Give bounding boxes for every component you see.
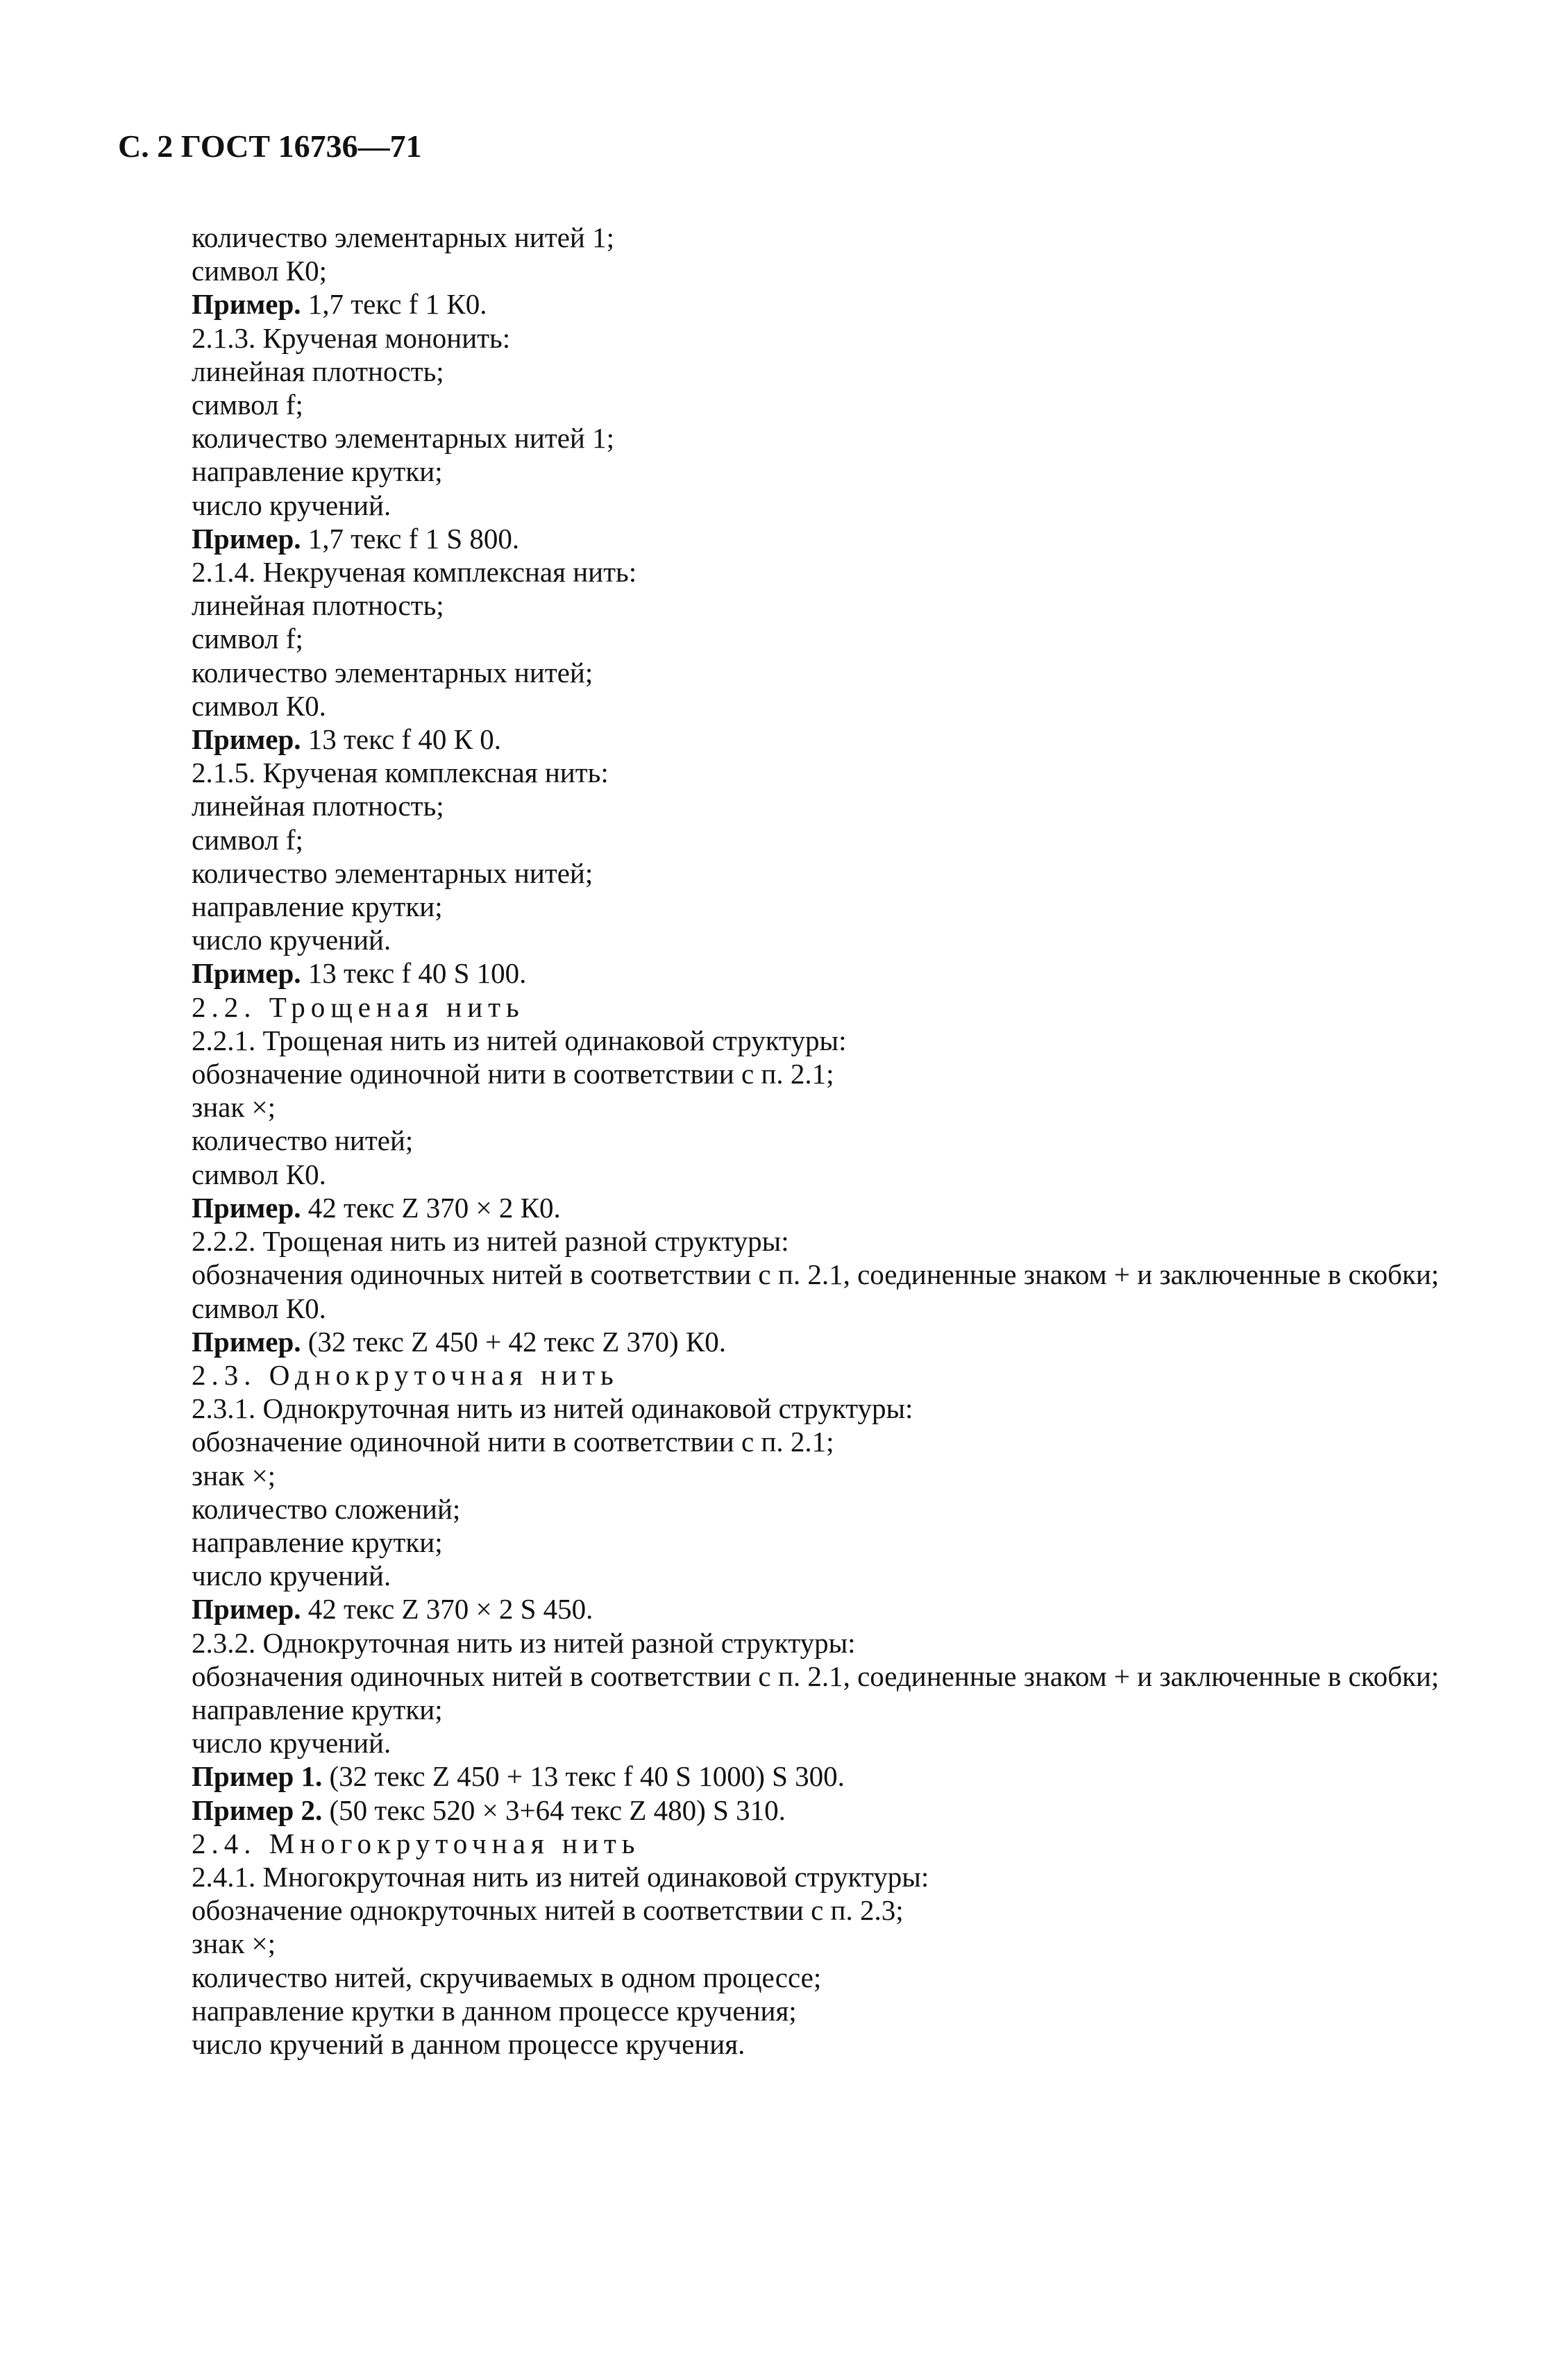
line-text: символ К0.	[192, 1158, 326, 1190]
line-text: 42 текс Z 370 × 2 К0.	[301, 1191, 561, 1224]
text-line	[118, 321, 1499, 355]
line-text: 13 текс f 40 К 0.	[301, 723, 501, 756]
line-text: количество элементарных нитей 1;	[192, 422, 615, 455]
line-text: (32 текс Z 450 + 13 текс f 40 S 1000) S 300.	[322, 1760, 845, 1793]
text-line	[118, 455, 1499, 488]
text-line	[118, 656, 1499, 689]
example-line	[118, 723, 1499, 756]
example-line	[118, 956, 1499, 990]
line-text: 13 текс f 40 S 100.	[301, 957, 527, 990]
line-text: знак ×;	[192, 1459, 276, 1492]
line-text: 1,7 текс f 1 S 800.	[301, 522, 520, 555]
text-line	[118, 1927, 1499, 1960]
text-line	[118, 1994, 1499, 2027]
line-text: знак ×;	[192, 1091, 276, 1124]
example-line	[118, 1191, 1499, 1224]
line-text: линейная плотность;	[192, 589, 444, 622]
example-line	[118, 1325, 1499, 1358]
line-text: обозначение однокруточных нитей в соответствии с п. 2.3;	[192, 1894, 904, 1927]
section-heading	[118, 1827, 1499, 1860]
line-text: 2.4.1. Многокруточная нить из нитей одинаковой структуры:	[192, 1860, 929, 1893]
section-heading	[118, 1358, 1499, 1392]
line-text: 2.2. Трощеная нить	[192, 990, 525, 1023]
line-text: 2.1.5. Крученая комплексная нить:	[192, 757, 609, 789]
line-text: количество нитей, скручиваемых в одном процессе;	[192, 1961, 822, 1993]
line-text: обозначения одиночных нитей в соответствии с п. 2.1, соединенные знаком + и заключенные в скобки;	[192, 1660, 1440, 1692]
text-line	[118, 1392, 1499, 1425]
text-line	[118, 221, 1499, 254]
line-text: число кручений.	[192, 1727, 391, 1760]
text-line	[118, 1459, 1499, 1492]
section-heading	[118, 990, 1499, 1024]
line-text: направление крутки;	[192, 455, 443, 488]
page-header: С. 2 ГОСТ 16736—71	[118, 128, 422, 164]
line-text: обозначения одиночных нитей в соответствии с п. 2.1, соединенные знаком + и заключенные в скобки;	[192, 1258, 1440, 1291]
line-text: 2.2.1. Трощеная нить из нитей одинаковой структуры:	[192, 1024, 847, 1056]
line-text: число кручений в данном процессе кручения.	[192, 2027, 745, 2060]
line-text: 2.1.4. Некрученая комплексная нить:	[192, 556, 637, 589]
line-text: символ f;	[192, 389, 303, 421]
text-line	[118, 1224, 1499, 1258]
line-text: 2.3.1. Однокруточная нить из нитей одинаковой структуры:	[192, 1392, 913, 1425]
line-text: линейная плотность;	[192, 790, 444, 822]
line-text: 2.3. Однокруточная нить	[192, 1358, 619, 1391]
text-line	[118, 555, 1499, 589]
text-line	[118, 355, 1499, 388]
text-line	[118, 489, 1499, 522]
text-line	[118, 589, 1499, 622]
text-line	[118, 1526, 1499, 1559]
example-line	[118, 1592, 1499, 1626]
line-text: 2.1.3. Крученая мононить:	[192, 321, 511, 354]
example-label: Пример.	[192, 723, 301, 756]
text-line	[118, 388, 1499, 421]
line-text: число кручений.	[192, 489, 391, 521]
text-line	[118, 1559, 1499, 1592]
example-label: Пример.	[192, 522, 301, 555]
line-text: символ f;	[192, 823, 303, 856]
example-label: Пример 1.	[192, 1760, 323, 1793]
example-label: Пример.	[192, 1191, 301, 1224]
text-line	[118, 254, 1499, 287]
example-line	[118, 287, 1499, 321]
text-line	[118, 1024, 1499, 1057]
text-line	[118, 1893, 1499, 1927]
line-text: направление крутки;	[192, 1526, 443, 1558]
text-line	[118, 1124, 1499, 1157]
line-text: число кручений.	[192, 924, 391, 956]
line-text: 2.4. Многокруточная нить	[192, 1827, 641, 1859]
line-text: направление крутки;	[192, 891, 443, 923]
text-line	[118, 2027, 1499, 2061]
text-line	[118, 1726, 1499, 1760]
example-label: Пример.	[192, 957, 301, 990]
text-line	[118, 823, 1499, 857]
line-text: знак ×;	[192, 1927, 276, 1960]
text-line	[118, 923, 1499, 956]
line-text: количество элементарных нитей 1;	[192, 221, 615, 253]
text-line	[118, 1492, 1499, 1526]
line-text: символ К0.	[192, 689, 326, 722]
text-line	[118, 1860, 1499, 1893]
line-text: обозначение одиночной нити в соответствии с п. 2.1;	[192, 1058, 834, 1090]
text-line	[118, 1090, 1499, 1124]
example-line	[118, 522, 1499, 555]
line-text: количество сложений;	[192, 1492, 461, 1525]
line-text: количество нитей;	[192, 1124, 414, 1157]
line-text: обозначение одиночной нити в соответствии с п. 2.1;	[192, 1426, 834, 1458]
example-line	[118, 1760, 1499, 1793]
text-line	[118, 890, 1499, 923]
text-line	[118, 1258, 1499, 1291]
line-text: количество элементарных нитей;	[192, 857, 593, 889]
example-label: Пример 2.	[192, 1794, 323, 1826]
text-line	[118, 622, 1499, 655]
line-text: направление крутки в данном процессе кручения;	[192, 1994, 797, 2027]
line-text: количество элементарных нитей;	[192, 656, 593, 689]
text-line	[118, 1057, 1499, 1090]
line-text: 42 текс Z 370 × 2 S 450.	[301, 1593, 593, 1626]
text-line	[118, 789, 1499, 822]
line-text: направление крутки;	[192, 1693, 443, 1725]
line-text: символ К0.	[192, 1292, 326, 1324]
line-text: (32 текс Z 450 + 42 текс Z 370) К0.	[301, 1325, 727, 1358]
line-text: 2.3.2. Однокруточная нить из нитей разной структуры:	[192, 1626, 856, 1659]
line-text: 2.2.2. Трощеная нить из нитей разной структуры:	[192, 1225, 789, 1258]
text-line	[118, 857, 1499, 890]
text-line	[118, 1961, 1499, 1994]
line-text: линейная плотность;	[192, 355, 444, 387]
text-line	[118, 756, 1499, 789]
text-line	[118, 689, 1499, 723]
text-line	[118, 1158, 1499, 1191]
text-line	[118, 1425, 1499, 1458]
line-text: (50 текс 520 × 3+64 текс Z 480) S 310.	[322, 1794, 786, 1826]
example-label: Пример.	[192, 1593, 301, 1626]
example-line	[118, 1794, 1499, 1827]
example-label: Пример.	[192, 288, 301, 321]
text-line	[118, 421, 1499, 455]
line-text: число кручений.	[192, 1560, 391, 1592]
example-label: Пример.	[192, 1325, 301, 1358]
text-line	[118, 1626, 1499, 1660]
text-line	[118, 1292, 1499, 1325]
line-text: символ f;	[192, 623, 303, 655]
line-text: символ К0;	[192, 255, 328, 287]
text-line	[118, 1693, 1499, 1726]
document-body	[118, 221, 1499, 2061]
line-text: 1,7 текс f 1 К0.	[301, 288, 487, 321]
text-line	[118, 1660, 1499, 1693]
